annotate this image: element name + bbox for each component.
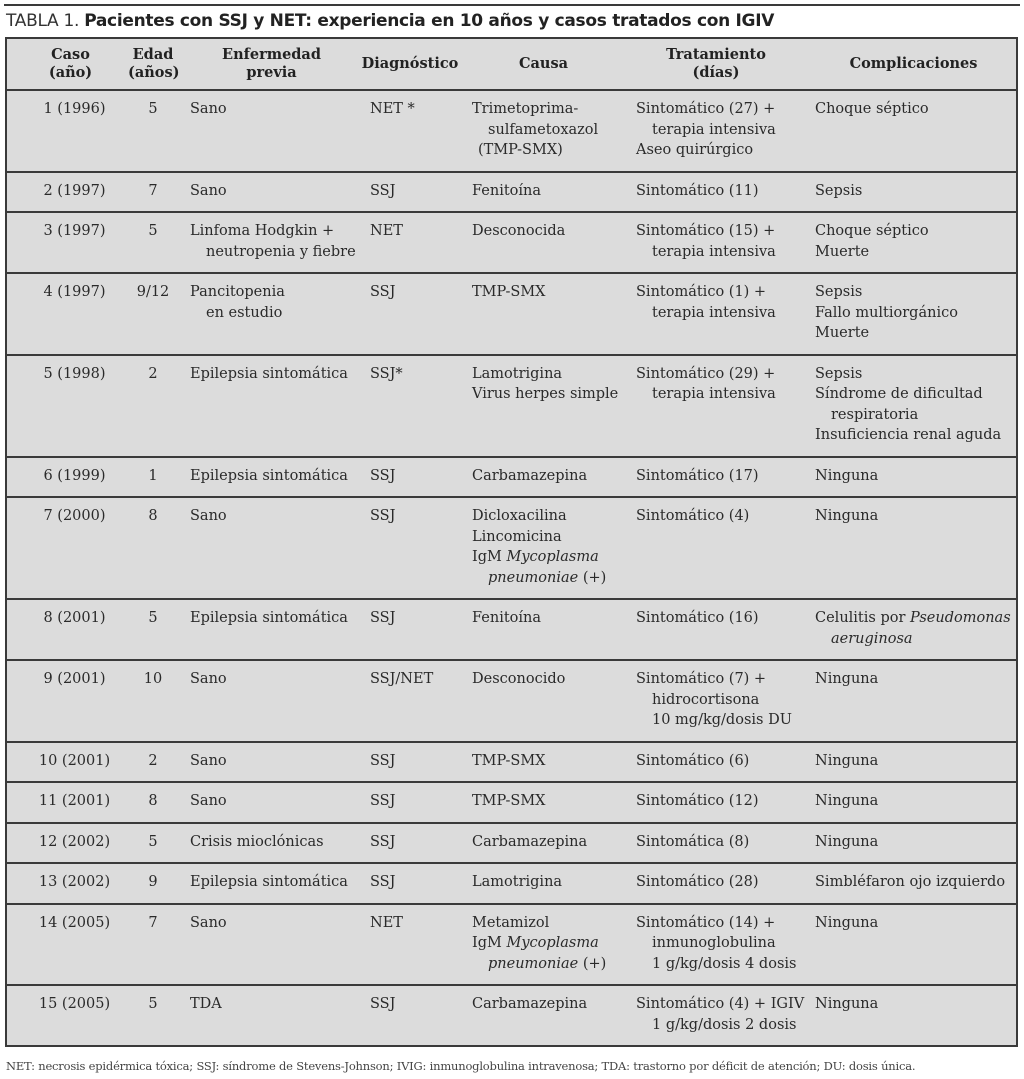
cell-line: Carbamazepina [472,996,588,1012]
cell-line: IgM Mycoplasma [472,935,599,951]
header-diagnostico [357,55,463,73]
table-row [7,822,1016,863]
cell-edad: 5 [148,223,158,239]
cell-line: Celulitis por Pseudomonas [815,610,1011,626]
cell-caso: 14 (2005) [38,914,111,931]
cell-edad: 5 [148,610,158,626]
caption-title: Pacientes con SSJ y NET: experiencia en 10 años y casos tratados con IGIV [84,11,775,31]
cell-tratamiento [628,274,808,354]
cell-line: Sintomático (17) [636,467,759,484]
table-row [7,781,1016,822]
cell-diagnostico: SSJ [370,182,396,199]
cell-tratamiento [628,824,808,863]
cell-causa [463,91,628,171]
cell-line: Desconocida [472,223,566,239]
cell-causa [463,743,628,782]
cell-line: Sintomático (7) + [636,671,767,687]
cell-line: Insuficiencia renal aguda [815,427,1002,443]
cell-line: Sano [190,914,227,931]
cell-edad: 8 [148,508,158,524]
cell-tratamiento [628,356,808,456]
cell-causa [463,274,628,354]
cell-line: 10 mg/kg/dosis DU [652,712,792,728]
cell-enfermedad [182,986,357,1045]
table-row [7,903,1016,985]
cell-line: Sintomático (16) [636,610,759,626]
cell-line: Fallo multiorgánico [815,304,958,321]
cell-edad: 10 [143,671,163,687]
header-caso [7,46,124,82]
cell-line: Sano [190,793,227,809]
cell-line: pneumoniae (+) [488,955,607,972]
cell-enfermedad [182,173,357,212]
header-enfermedad [182,46,357,82]
header-causa [463,55,628,73]
cell-line: Lamotrigina [472,874,563,890]
cell-caso: 3 (1997) [43,223,106,239]
cell-enfermedad [182,824,357,863]
cell-line: 1 g/kg/dosis 4 dosis [652,955,797,972]
cell-caso: 9 (2001) [43,671,106,687]
cell-diagnostico: NET [370,223,403,239]
cell-line: Simbléfaron ojo izquierdo [815,874,1006,890]
cell-causa [463,986,628,1045]
cell-line: hidrocortisona [652,691,760,708]
cell-causa [463,783,628,822]
cell-line: Sepsis [815,365,863,382]
cell-line: inmunoglobulina [652,935,776,951]
patients-table [5,37,1018,1047]
cell-enfermedad [182,905,357,985]
cell-line: terapia intensiva [652,386,776,402]
cell-complicaciones [808,173,1016,212]
cell-line: Choque séptico [815,101,929,117]
cell-complicaciones [808,458,1016,497]
cell-tratamiento [628,986,808,1045]
cell-line: Lamotrigina [472,365,563,382]
cell-line: TMP-SMX [472,284,546,300]
cell-line: Sintomática (8) [636,833,750,850]
table-row [7,659,1016,741]
cell-tratamiento [628,783,808,822]
cell-caso: 15 (2005) [38,996,111,1012]
table-caption [6,11,774,31]
cell-enfermedad [182,743,357,782]
cell-tratamiento [628,600,808,659]
cell-caso: 12 (2002) [38,833,111,850]
cell-line: Trimetoprima- [472,101,579,117]
cell-line: terapia intensiva [652,243,776,260]
cell-line: Fenitoína [472,182,542,199]
cell-line: Ninguna [815,508,879,524]
table-row [7,598,1016,659]
header-edad [124,46,182,82]
cell-tratamiento [628,905,808,985]
cell-enfermedad [182,600,357,659]
cell-edad: 9/12 [136,284,170,300]
cell-complicaciones [808,600,1016,659]
cell-line: Síndrome de dificultad [815,386,983,402]
cell-enfermedad [182,864,357,903]
cell-line: Sintomático (29) + [636,365,776,382]
cell-diagnostico: SSJ [370,508,396,524]
cell-edad: 2 [148,365,158,382]
cell-line: Carbamazepina [472,833,588,850]
top-rule [4,4,1020,6]
cell-caso: 13 (2002) [38,874,111,890]
header-text: Edad [132,46,174,63]
cell-caso: 6 (1999) [43,467,106,484]
cell-line: Sepsis [815,182,863,199]
cell-line: Epilepsia sintomática [190,365,348,382]
cell-diagnostico: SSJ [370,467,396,484]
cell-diagnostico: SSJ [370,284,396,300]
cell-line: Sano [190,752,227,769]
cell-complicaciones [808,661,1016,741]
cell-complicaciones [808,498,1016,598]
cell-line: Ninguna [815,833,879,850]
table-row [7,89,1016,171]
table-row [7,984,1016,1045]
cell-tratamiento [628,498,808,598]
table-row [7,171,1016,212]
cell-diagnostico: NET * [370,101,415,117]
cell-line: Linfoma Hodgkin + [190,223,335,239]
cell-diagnostico: SSJ [370,610,396,626]
table-row [7,354,1016,456]
cell-edad: 2 [148,752,158,769]
table-row [7,211,1016,272]
cell-line: TMP-SMX [472,793,546,809]
header-text: previa [246,64,297,81]
cell-diagnostico: SSJ [370,752,396,769]
table-header-row [7,39,1016,89]
cell-line: terapia intensiva [652,304,776,321]
cell-caso: 11 (2001) [38,793,111,809]
cell-line: Carbamazepina [472,467,588,484]
cell-line: Sintomático (27) + [636,101,776,117]
cell-edad: 1 [148,467,158,484]
cell-line: TDA [190,996,222,1012]
cell-tratamiento [628,213,808,272]
cell-tratamiento [628,743,808,782]
cell-complicaciones [808,824,1016,863]
cell-line: Epilepsia sintomática [190,467,348,484]
header-text: Diagnóstico [361,55,459,72]
cell-enfermedad [182,783,357,822]
cell-tratamiento [628,661,808,741]
cell-edad: 5 [148,996,158,1012]
cell-tratamiento [628,91,808,171]
cell-line: sulfametoxazol [488,121,599,138]
cell-complicaciones [808,91,1016,171]
caption-label: TABLA 1. [6,11,80,31]
cell-diagnostico: SSJ/NET [370,671,434,687]
header-text: (año) [48,64,93,81]
cell-line: pneumoniae (+) [488,569,607,586]
cell-line: Sintomático (6) [636,752,750,769]
cell-causa [463,905,628,985]
cell-tratamiento [628,864,808,903]
cell-line: Sintomático (28) [636,874,759,890]
cell-line: Pancitopenia [190,284,285,300]
cell-line: Sintomático (15) + [636,223,776,239]
cell-caso: 8 (2001) [43,610,106,626]
cell-complicaciones [808,274,1016,354]
table-row [7,456,1016,497]
cell-line: (TMP-SMX) [478,142,563,158]
cell-enfermedad [182,213,357,272]
header-text: Causa [518,55,569,72]
cell-line: Ninguna [815,671,879,687]
cell-line: Sintomático (11) [636,182,759,199]
cell-line: neutropenia y fiebre [206,243,356,260]
cell-edad: 7 [148,182,158,199]
cell-line: Crisis mioclónicas [190,833,324,850]
table-row [7,862,1016,903]
cell-diagnostico: SSJ [370,793,396,809]
cell-caso: 2 (1997) [43,182,106,199]
table-row [7,272,1016,354]
cell-complicaciones [808,905,1016,985]
cell-enfermedad [182,498,357,598]
cell-tratamiento [628,458,808,497]
cell-line: Ninguna [815,467,879,484]
cell-edad: 9 [148,874,158,890]
cell-line: IgM Mycoplasma [472,549,599,565]
cell-enfermedad [182,91,357,171]
cell-causa [463,864,628,903]
cell-enfermedad [182,274,357,354]
cell-causa [463,173,628,212]
cell-causa [463,356,628,456]
cell-diagnostico: NET [370,914,403,931]
cell-complicaciones [808,213,1016,272]
header-text: Complicaciones [849,55,978,72]
cell-edad: 7 [148,914,158,931]
header-text: Enfermedad [222,46,321,63]
cell-caso: 5 (1998) [43,365,106,382]
cell-line: Sano [190,671,227,687]
cell-line: Epilepsia sintomática [190,610,348,626]
table-footnote: NET: necrosis epidérmica tóxica; SSJ: síndrome de Stevens-Johnson; IVIG: inmunoglobulina intravenosa; TDA: trastorno por déficit de atención; DU: dosis única. [6,1059,916,1073]
cell-diagnostico: SSJ [370,833,396,850]
cell-enfermedad [182,356,357,456]
cell-line: Ninguna [815,793,879,809]
cell-diagnostico: SSJ [370,996,396,1012]
cell-line: Sintomático (4) + IGIV [636,996,805,1012]
cell-complicaciones [808,783,1016,822]
cell-line: Lincomicina [472,528,562,545]
header-text: (días) [692,64,740,81]
cell-causa [463,600,628,659]
cell-causa [463,458,628,497]
cell-causa [463,498,628,598]
header-text: (años) [128,64,180,81]
header-complicaciones [808,55,1016,73]
table-row [7,496,1016,598]
cell-line: 1 g/kg/dosis 2 dosis [652,1016,797,1033]
cell-line: en estudio [206,304,283,321]
cell-line: Sepsis [815,284,863,300]
cell-diagnostico: SSJ* [370,365,403,382]
cell-line: Dicloxacilina [472,508,567,524]
cell-line: Sintomático (4) [636,508,750,524]
cell-line: Sano [190,101,227,117]
cell-line: Sano [190,182,227,199]
cell-line: Muerte [815,243,870,260]
cell-line: Metamizol [472,914,550,931]
header-text: Tratamiento [666,46,766,63]
cell-enfermedad [182,458,357,497]
cell-complicaciones [808,743,1016,782]
cell-line: Fenitoína [472,610,542,626]
cell-edad: 5 [148,833,158,850]
cell-line: Sano [190,508,227,524]
cell-line: aeruginosa [831,630,913,647]
cell-line: Sintomático (1) + [636,284,767,300]
cell-caso: 4 (1997) [43,284,106,300]
cell-tratamiento [628,173,808,212]
cell-causa [463,661,628,741]
cell-line: Desconocido [472,671,566,687]
cell-enfermedad [182,661,357,741]
cell-line: Epilepsia sintomática [190,874,348,890]
cell-diagnostico: SSJ [370,874,396,890]
cell-line: TMP-SMX [472,752,546,769]
cell-line: terapia intensiva [652,121,776,138]
cell-line: respiratoria [831,406,919,423]
cell-causa [463,824,628,863]
header-text: Caso [51,46,90,63]
cell-caso: 7 (2000) [43,508,106,524]
cell-line: Aseo quirúrgico [636,142,754,158]
cell-line: Muerte [815,325,870,341]
cell-edad: 8 [148,793,158,809]
cell-complicaciones [808,986,1016,1045]
cell-edad: 5 [148,101,158,117]
cell-causa [463,213,628,272]
cell-line: Sintomático (12) [636,793,759,809]
cell-line: Ninguna [815,996,879,1012]
cell-caso: 10 (2001) [38,752,111,769]
cell-line: Ninguna [815,752,879,769]
table-row [7,741,1016,782]
cell-complicaciones [808,864,1016,903]
cell-line: Virus herpes simple [472,386,619,402]
header-tratamiento [628,46,808,82]
cell-line: Ninguna [815,914,879,931]
cell-caso: 1 (1996) [43,101,106,117]
cell-line: Sintomático (14) + [636,914,776,931]
cell-line: Choque séptico [815,223,929,239]
cell-complicaciones [808,356,1016,456]
